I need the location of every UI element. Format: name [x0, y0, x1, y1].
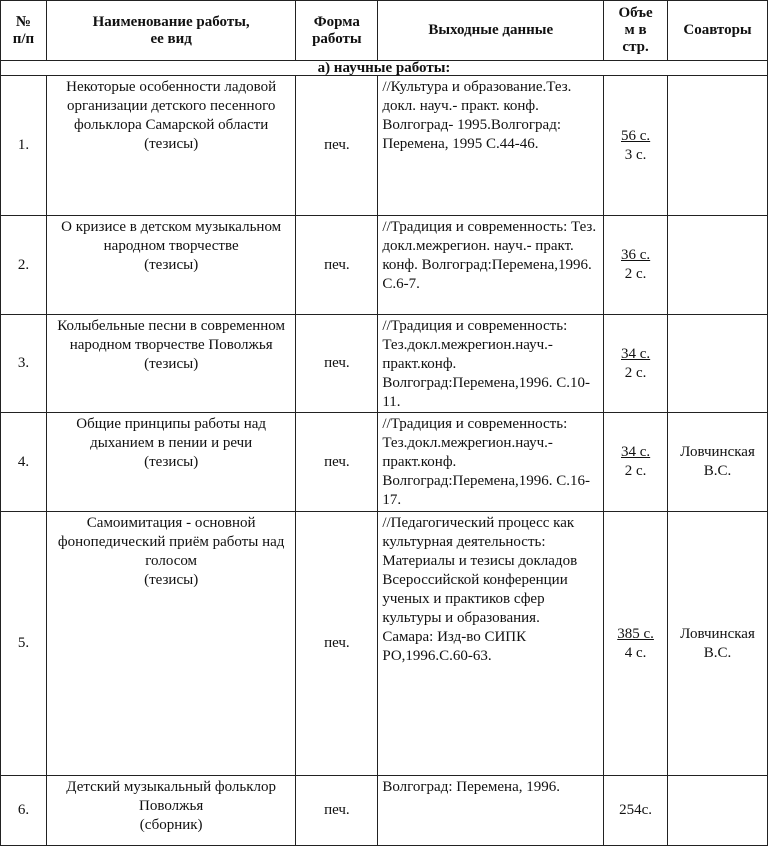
volume-cell	[604, 776, 668, 846]
work-form: печ.	[296, 512, 378, 776]
output-data: Волгоград: Перемена, 1996.	[378, 776, 604, 846]
work-form: печ.	[296, 76, 378, 216]
volume-total: 34 с.	[621, 444, 651, 460]
header-coauthors: Соавторы	[668, 1, 768, 61]
volume-cell	[604, 76, 668, 216]
volume-total: 34 с.	[621, 345, 651, 362]
coauthors	[668, 76, 768, 216]
table-row	[1, 413, 768, 512]
header-row	[1, 1, 768, 61]
work-form: печ.	[296, 315, 378, 413]
coauthors	[668, 776, 768, 846]
output-data: //Культура и образование.Тез. докл. науч.- практ. конф. Волгоград- 1995.Волгоград: Перемена, 1995 С.44-46.	[378, 76, 604, 216]
header-num: № п/п	[1, 1, 47, 61]
volume-cell	[604, 315, 668, 413]
row-number: 4.	[1, 413, 47, 512]
work-title: Некоторые особенности ладовой организации детского песенного фольклора Самарской области (тезисы)	[46, 76, 296, 216]
row-number: 1.	[1, 76, 47, 216]
output-data: //Традиция и современность: Тез.докл.межрегион.науч.- практ.конф. Волгоград:Перемена,1996. С.10-11.	[378, 315, 604, 413]
table-row	[1, 76, 768, 216]
volume-own: 2 с.	[624, 463, 647, 479]
coauthors: Ловчинская В.С.	[668, 512, 768, 776]
section-label: а) научные работы:	[1, 61, 768, 76]
volume-own: 2 с.	[624, 266, 647, 282]
work-form: печ.	[296, 413, 378, 512]
work-form: печ.	[296, 216, 378, 315]
volume-cell	[604, 413, 668, 512]
row-number: 2.	[1, 216, 47, 315]
volume-own: 4 с.	[624, 644, 647, 661]
volume-own: 2 с.	[624, 364, 647, 381]
row-number: 5.	[1, 512, 47, 776]
work-title: О кризисе в детском музыкальном народном творчестве (тезисы)	[46, 216, 296, 315]
header-output: Выходные данные	[378, 1, 604, 61]
output-data: //Педагогический процесс как культурная деятельность: Материалы и тезисы докладов Всероссийской конференции ученых и практиков сфер культуры и образования. Самара: Изд-во СИПК РО,1996.С.60-63.	[378, 512, 604, 776]
table-row	[1, 216, 768, 315]
row-number: 3.	[1, 315, 47, 413]
coauthors: Ловчинская В.С.	[668, 413, 768, 512]
header-volume: Объе м в стр.	[604, 1, 668, 61]
table-row	[1, 512, 768, 776]
table-row	[1, 776, 768, 846]
work-form: печ.	[296, 776, 378, 846]
work-title: Детский музыкальный фольклор Поволжья (сборник)	[46, 776, 296, 846]
volume-own: 3 с.	[624, 146, 647, 163]
section-row	[1, 61, 768, 76]
volume-total: 36 с.	[621, 247, 651, 263]
header-form: Форма работы	[296, 1, 378, 61]
output-data: //Традиция и современность: Тез.докл.межрегион.науч.- практ.конф. Волгоград:Перемена,1996. С.16-17.	[378, 413, 604, 512]
table-row	[1, 315, 768, 413]
work-title: Колыбельные песни в современном народном творчестве Поволжья (тезисы)	[46, 315, 296, 413]
volume-total: 56 с.	[621, 127, 651, 144]
coauthors	[668, 216, 768, 315]
volume-total: 254с.	[619, 802, 653, 818]
work-title: Самоимитация - основной фонопедический приём работы над голосом (тезисы)	[46, 512, 296, 776]
volume-total: 385 с.	[617, 625, 654, 642]
volume-cell	[604, 216, 668, 315]
coauthors	[668, 315, 768, 413]
output-data: //Традиция и современность: Тез. докл.межрегион. науч.- практ. конф. Волгоград:Перемена,1996. С.6-7.	[378, 216, 604, 315]
row-number: 6.	[1, 776, 47, 846]
volume-cell	[604, 512, 668, 776]
header-title: Наименование работы, ее вид	[46, 1, 296, 61]
work-title: Общие принципы работы над дыханием в пении и речи (тезисы)	[46, 413, 296, 512]
